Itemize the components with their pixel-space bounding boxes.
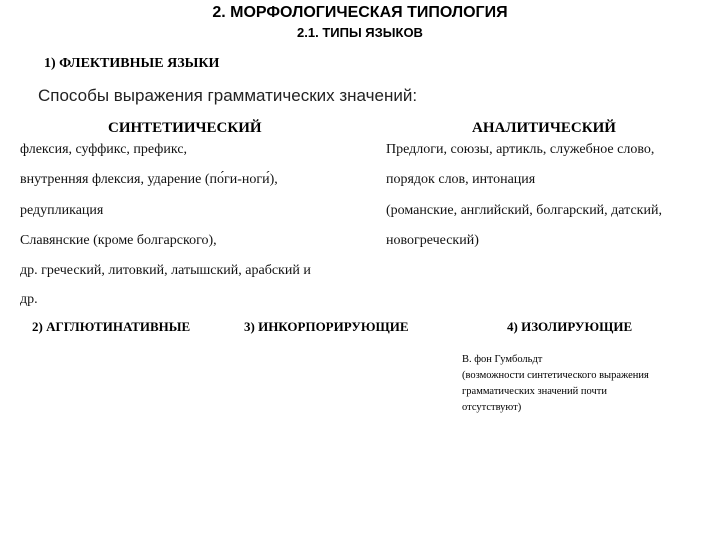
synthetic-line: др. bbox=[20, 292, 38, 307]
synthetic-line: флексия, суффикс, префикс, bbox=[20, 142, 188, 157]
type-isolating: 4) ИЗОЛИРУЮЩИЕ bbox=[507, 319, 633, 334]
analytic-line: новогреческий) bbox=[386, 233, 479, 248]
analytic-line: порядок слов, интонация bbox=[386, 172, 536, 187]
note-line: отсутствуют) bbox=[462, 402, 522, 413]
analytic-line: (романские, английский, болгарский, датский, bbox=[386, 203, 662, 218]
column-header-synthetic: СИНТЕТИИЧЕСКИЙ bbox=[108, 120, 262, 136]
analytic-line: Предлоги, союзы, артикль, служебное слово, bbox=[386, 142, 655, 157]
column-header-analytic: АНАЛИТИЧЕСКИЙ bbox=[472, 120, 616, 136]
intro-text: Способы выражения грамматических значений: bbox=[38, 86, 418, 105]
type-incorporating: 3) ИНКОРПОРИРУЮЩИЕ bbox=[244, 319, 409, 334]
note-line: грамматических значений почти bbox=[462, 386, 608, 397]
page-subtitle: 2.1. ТИПЫ ЯЗЫКОВ bbox=[297, 25, 423, 40]
type-agglutinative: 2) АГГЛЮТИНАТИВНЫЕ bbox=[32, 319, 191, 334]
synthetic-line: внутренняя флексия, ударение (по́ги-ноги́), bbox=[20, 172, 278, 187]
synthetic-line: Славянские (кроме болгарского), bbox=[20, 233, 217, 248]
note-line: (возможности синтетического выражения bbox=[462, 370, 649, 381]
section-heading-inflectional: 1) ФЛЕКТИВНЫЕ ЯЗЫКИ bbox=[44, 56, 220, 71]
synthetic-line: др. греческий, литовкий, латышский, арабский и bbox=[20, 263, 311, 278]
synthetic-line: редупликация bbox=[20, 203, 104, 218]
humboldt-note bbox=[462, 352, 702, 416]
note-author: В. фон Гумбольдт bbox=[462, 354, 543, 365]
page-title: 2. МОРФОЛОГИЧЕСКАЯ ТИПОЛОГИЯ bbox=[212, 4, 508, 21]
